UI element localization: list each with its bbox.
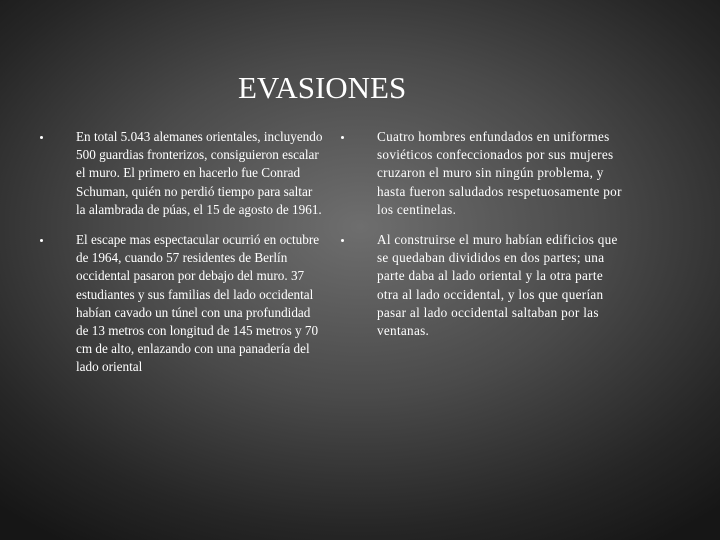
bullet-dot-icon <box>40 239 43 242</box>
bullet-dot-icon <box>341 239 344 242</box>
slide-title-container <box>238 70 538 106</box>
bullet-text: Al construirse el muro habían edificios que se quedaban divididos en dos partes; una parte daba al lado oriental y la otra parte otra al lado occidental, y los que querían pasar al lado occidental saltaban por las ventanas. <box>377 232 618 339</box>
left-bullet-list <box>40 128 325 389</box>
bullet-dot-icon <box>341 136 344 139</box>
bullet-item <box>40 231 325 377</box>
bullet-text: En total 5.043 alemanes orientales, incluyendo 500 guardias fronterizos, consiguieron escalar el muro. El primero en hacerlo fue Conrad Schuman, quién no perdió tiempo para saltar la alambrada de púas, el 15 de agosto de 1961. <box>76 129 323 217</box>
bullet-text: Cuatro hombres enfundados en uniformes soviéticos confeccionados por sus mujeres cruzaron el muro sin ningún problema, y hasta fueron saludados respetuosamente por los centinelas. <box>377 129 622 217</box>
right-bullet-list <box>341 128 623 352</box>
bullet-item <box>341 231 623 340</box>
bullet-dot-icon <box>40 136 43 139</box>
bullet-item <box>341 128 623 219</box>
slide-title: EVASIONES <box>238 70 407 105</box>
bullet-item <box>40 128 325 219</box>
bullet-text: El escape mas espectacular ocurrió en octubre de 1964, cuando 57 residentes de Berlín occidental pasaron por debajo del muro. 37 estudiantes y sus familias del lado occidental habían cavado un túnel con una profundidad de 13 metros con longitud de 145 metros y 70 cm de alto, enlazando con una panadería del lado oriental <box>76 232 320 375</box>
